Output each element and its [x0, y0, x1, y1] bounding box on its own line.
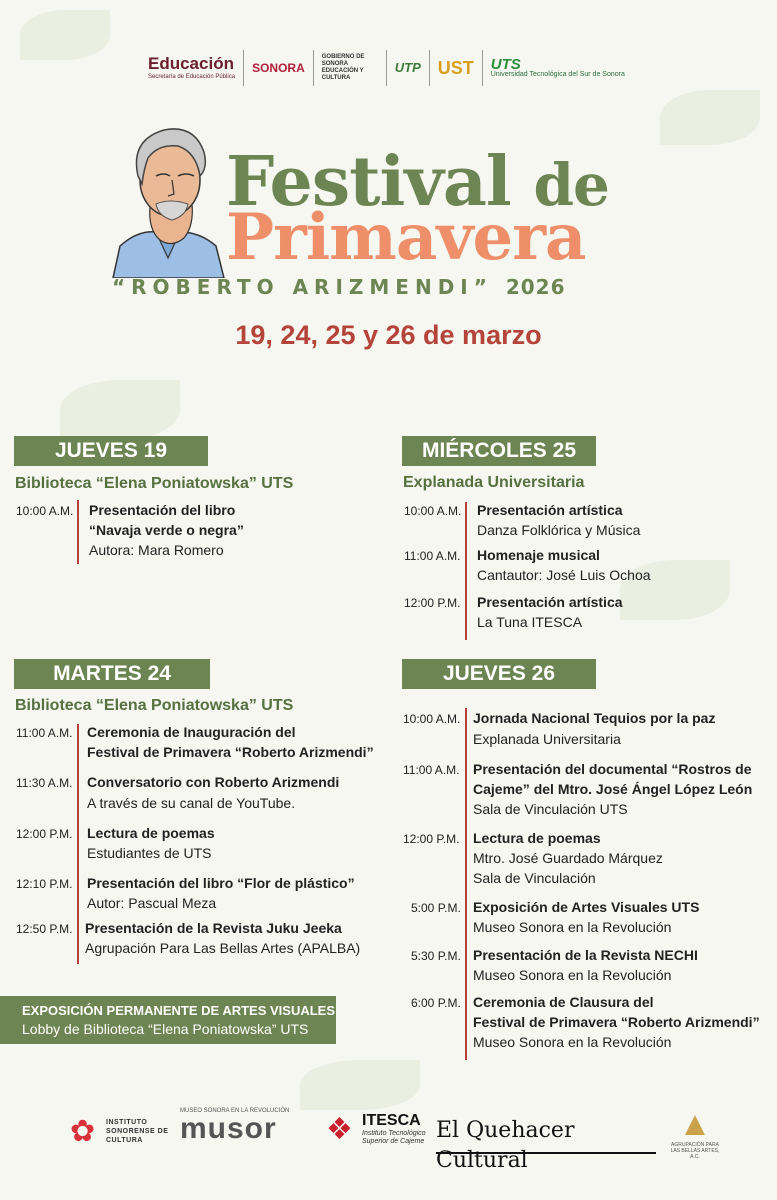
event-title: Lectura de poemas	[87, 825, 215, 841]
event-subtitle: Cantautor: José Luis Ochoa	[477, 567, 651, 583]
event-time: 11:00 A.M.	[403, 763, 460, 777]
logo-ust-text: UST	[437, 57, 474, 78]
event-title: Festival de Primavera “Roberto Arizmendi”	[87, 744, 374, 760]
header-logos	[140, 48, 640, 88]
event-subtitle: Mtro. José Guardado Márquez	[473, 850, 663, 866]
event-title: Lectura de poemas	[473, 830, 601, 846]
event-subtitle: Explanada Universitaria	[473, 731, 621, 747]
event-subtitle: Sala de Vinculación	[473, 870, 596, 886]
event-title: Presentación artística	[477, 502, 623, 518]
event-time: 10:00 A.M.	[404, 504, 462, 518]
event-subtitle: Agrupación Para Las Bellas Artes (APALBA)	[85, 940, 361, 956]
background-leaf	[20, 10, 110, 60]
event-title: Homenaje musical	[477, 547, 600, 563]
logo-isc	[70, 1114, 182, 1154]
event-time: 12:00 P.M.	[403, 832, 460, 846]
expo-banner	[0, 996, 336, 1044]
portrait-illustration	[108, 118, 228, 278]
logo-sonora-text: SONORA	[252, 61, 305, 75]
timeline-divider	[465, 708, 467, 1060]
event-subtitle: Danza Folklórica y Música	[477, 522, 641, 538]
logo-isc-text: INSTITUTO SONORENSE DE CULTURA	[106, 1119, 169, 1144]
logo-uts-text: UTS Universidad Tecnológica del Sur de Sonora	[490, 55, 625, 78]
event-title: Presentación artística	[477, 594, 623, 610]
event-subtitle: Estudiantes de UTS	[87, 845, 212, 861]
event-title: Conversatorio con Roberto Arizmendi	[87, 774, 340, 790]
festival-dates: 19, 24, 25 y 26 de marzo	[235, 320, 542, 350]
background-leaf	[660, 90, 760, 145]
event-time: 12:00 P.M.	[16, 827, 73, 841]
event-title: Festival de Primavera “Roberto Arizmendi”	[473, 1014, 760, 1030]
festival-word: Festival	[226, 142, 511, 222]
timeline-divider	[465, 502, 467, 640]
event-time: 5:30 P.M.	[411, 949, 461, 963]
logo-itesca-sub: Instituto Tecnológico Superior de Cajeme	[362, 1130, 426, 1145]
festival-title-line2: Primavera	[226, 200, 586, 275]
event-title: Jornada Nacional Tequios por la paz	[473, 710, 716, 726]
event-time: 6:00 P.M.	[411, 996, 461, 1010]
event-title: Presentación de la Revista NECHI	[473, 947, 698, 963]
logo-itesca-text: ITESCA	[362, 1112, 421, 1129]
event-title: Presentación de la Revista Juku Jeeka	[85, 920, 342, 936]
festival-subtitle	[112, 275, 566, 299]
logo-utp-text: UTP	[394, 60, 421, 75]
event-title: “Navaja verde o negra”	[89, 522, 244, 538]
logo-edu-cultura-text: EDUCACIÓN Y CULTURA	[321, 68, 364, 81]
logo-utp	[387, 50, 430, 86]
venue-miercoles-25: Explanada Universitaria	[403, 474, 585, 491]
subtitle-year: 2026	[505, 275, 566, 299]
background-leaf	[300, 1060, 420, 1110]
event-time: 12:10 P.M.	[16, 877, 73, 891]
logo-educacion-text: Educación	[148, 54, 234, 73]
event-time: 11:00 A.M.	[16, 726, 73, 740]
event-time: 11:30 A.M.	[16, 776, 73, 790]
event-subtitle: Museo Sonora en la Revolución	[473, 1034, 672, 1050]
logo-educacion-sub: Secretaría de Educación Pública	[148, 74, 236, 80]
logo-gobierno	[314, 50, 387, 86]
logo-educacion	[140, 50, 244, 86]
logo-musor-small: MUSEO SONORA EN LA REVOLUCIÓN	[180, 1108, 290, 1114]
event-time: 11:00 A.M.	[404, 549, 461, 563]
logo-quehacer-cultural: El Quehacer Cultural	[436, 1116, 656, 1154]
expo-title: EXPOSICIÓN PERMANENTE DE ARTES VISUALES	[22, 1003, 336, 1018]
logo-apalba-sub: AGRUPACIÓN PARA LAS BELLAS ARTES, A.C.	[670, 1142, 720, 1160]
event-subtitle: Sala de Vinculación UTS	[473, 801, 628, 817]
event-title: Cajeme” del Mtro. José Ángel López León	[473, 781, 753, 797]
timeline-divider	[77, 500, 79, 564]
event-subtitle: Autora: Mara Romero	[89, 542, 224, 558]
day-header-jueves-19: JUEVES 19	[14, 436, 208, 466]
logo-musor	[180, 1108, 310, 1154]
itesca-mark-icon: ❖	[326, 1113, 353, 1146]
event-title: Ceremonia de Clausura del	[473, 994, 654, 1010]
timeline-divider	[77, 724, 79, 964]
isc-mark-icon: ✿	[70, 1115, 96, 1148]
logo-apalba	[670, 1106, 720, 1158]
logo-itesca	[326, 1112, 436, 1152]
venue-jueves-19: Biblioteca “Elena Poniatowska” UTS	[15, 475, 294, 492]
event-subtitle: A través de su canal de YouTube.	[87, 795, 296, 811]
event-time: 5:00 P.M.	[411, 901, 461, 915]
subtitle-name: “ROBERTO ARIZMENDI”	[112, 275, 493, 299]
event-subtitle: La Tuna ITESCA	[477, 614, 583, 630]
footer-logos	[60, 1105, 720, 1173]
event-time: 12:00 P.M.	[404, 596, 461, 610]
event-subtitle: Museo Sonora en la Revolución	[473, 967, 672, 983]
logo-uts	[483, 50, 633, 86]
event-time: 10:00 A.M.	[16, 504, 74, 518]
venue-martes-24: Biblioteca “Elena Poniatowska” UTS	[15, 697, 294, 714]
day-header-martes-24: MARTES 24	[14, 659, 210, 689]
event-title: Presentación del documental “Rostros de	[473, 761, 752, 777]
event-title: Presentación del libro “Flor de plástico”	[87, 875, 355, 891]
logo-musor-text: musor	[180, 1112, 277, 1145]
background-leaf	[60, 380, 180, 440]
logo-sonora	[244, 50, 314, 86]
event-title: Exposición de Artes Visuales UTS	[473, 899, 700, 915]
event-subtitle: Autor: Pascual Meza	[87, 895, 217, 911]
event-title: Presentación del libro	[89, 502, 236, 518]
de-word: de	[533, 151, 609, 219]
event-time: 10:00 A.M.	[403, 712, 461, 726]
event-time: 12:50 P.M.	[16, 922, 73, 936]
apalba-mark-icon: ▲	[678, 1105, 712, 1143]
expo-location: Lobby de Biblioteca “Elena Poniatowska” UTS	[22, 1021, 309, 1037]
logo-ust	[430, 50, 483, 86]
logo-uts-sub: Universidad Tecnológica del Sur de Sonora	[490, 70, 625, 78]
event-title: Ceremonia de Inauguración del	[87, 724, 296, 740]
event-subtitle: Museo Sonora en la Revolución	[473, 919, 672, 935]
day-header-miercoles-25: MIÉRCOLES 25	[402, 436, 596, 466]
day-header-jueves-26: JUEVES 26	[402, 659, 596, 689]
logo-gobierno-text: GOBIERNO DE SONORA	[321, 54, 365, 67]
